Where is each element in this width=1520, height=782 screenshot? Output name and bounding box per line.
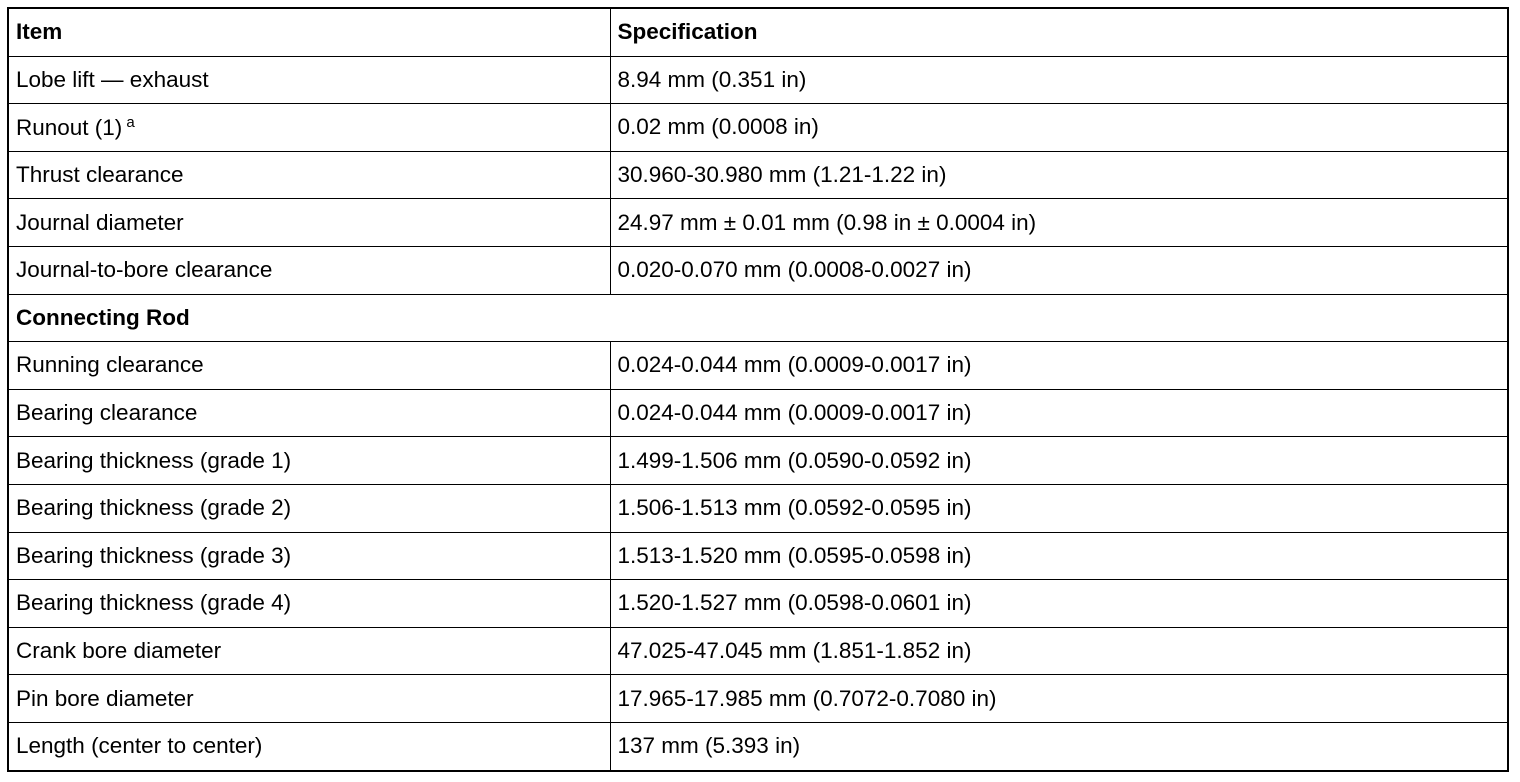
item-cell: Journal diameter bbox=[8, 199, 610, 247]
section-row bbox=[8, 294, 1508, 342]
specification-table bbox=[7, 7, 1509, 772]
item-cell: Bearing clearance bbox=[8, 389, 610, 437]
table-row bbox=[8, 532, 1508, 580]
table-row bbox=[8, 389, 1508, 437]
spec-cell: 30.960-30.980 mm (1.21-1.22 in) bbox=[610, 151, 1508, 199]
spec-cell: 0.02 mm (0.0008 in) bbox=[610, 104, 1508, 152]
footnote-marker: a bbox=[126, 113, 135, 131]
header-specification: Specification bbox=[610, 8, 1508, 56]
table-row bbox=[8, 246, 1508, 294]
item-cell: Thrust clearance bbox=[8, 151, 610, 199]
item-cell: Lobe lift — exhaust bbox=[8, 56, 610, 104]
section-heading: Connecting Rod bbox=[8, 294, 1508, 342]
spec-cell: 1.506-1.513 mm (0.0592-0.0595 in) bbox=[610, 484, 1508, 532]
table-row bbox=[8, 580, 1508, 628]
header-row bbox=[8, 8, 1508, 56]
spec-cell: 1.499-1.506 mm (0.0590-0.0592 in) bbox=[610, 437, 1508, 485]
spec-cell: 1.513-1.520 mm (0.0595-0.0598 in) bbox=[610, 532, 1508, 580]
table-row bbox=[8, 342, 1508, 390]
table-row bbox=[8, 104, 1508, 152]
spec-cell: 0.024-0.044 mm (0.0009-0.0017 in) bbox=[610, 389, 1508, 437]
item-cell: Running clearance bbox=[8, 342, 610, 390]
item-cell: Bearing thickness (grade 1) bbox=[8, 437, 610, 485]
spec-cell: 47.025-47.045 mm (1.851-1.852 in) bbox=[610, 627, 1508, 675]
table-row bbox=[8, 722, 1508, 770]
item-text: Runout (1) bbox=[16, 114, 123, 140]
spec-cell: 0.020-0.070 mm (0.0008-0.0027 in) bbox=[610, 246, 1508, 294]
table-row bbox=[8, 56, 1508, 104]
table-row bbox=[8, 484, 1508, 532]
spec-cell: 1.520-1.527 mm (0.0598-0.0601 in) bbox=[610, 580, 1508, 628]
item-cell bbox=[8, 104, 610, 152]
item-cell: Bearing thickness (grade 3) bbox=[8, 532, 610, 580]
item-cell: Bearing thickness (grade 2) bbox=[8, 484, 610, 532]
spec-cell: 17.965-17.985 mm (0.7072-0.7080 in) bbox=[610, 675, 1508, 723]
table-row bbox=[8, 675, 1508, 723]
item-cell: Length (center to center) bbox=[8, 722, 610, 770]
spec-cell: 8.94 mm (0.351 in) bbox=[610, 56, 1508, 104]
item-cell: Journal-to-bore clearance bbox=[8, 246, 610, 294]
item-cell: Bearing thickness (grade 4) bbox=[8, 580, 610, 628]
item-cell: Crank bore diameter bbox=[8, 627, 610, 675]
spec-cell: 24.97 mm ± 0.01 mm (0.98 in ± 0.0004 in) bbox=[610, 199, 1508, 247]
table-row bbox=[8, 437, 1508, 485]
spec-cell: 0.024-0.044 mm (0.0009-0.0017 in) bbox=[610, 342, 1508, 390]
table-row bbox=[8, 627, 1508, 675]
table-row bbox=[8, 151, 1508, 199]
spec-cell: 137 mm (5.393 in) bbox=[610, 722, 1508, 770]
header-item: Item bbox=[8, 8, 610, 56]
table-row bbox=[8, 199, 1508, 247]
item-cell: Pin bore diameter bbox=[8, 675, 610, 723]
